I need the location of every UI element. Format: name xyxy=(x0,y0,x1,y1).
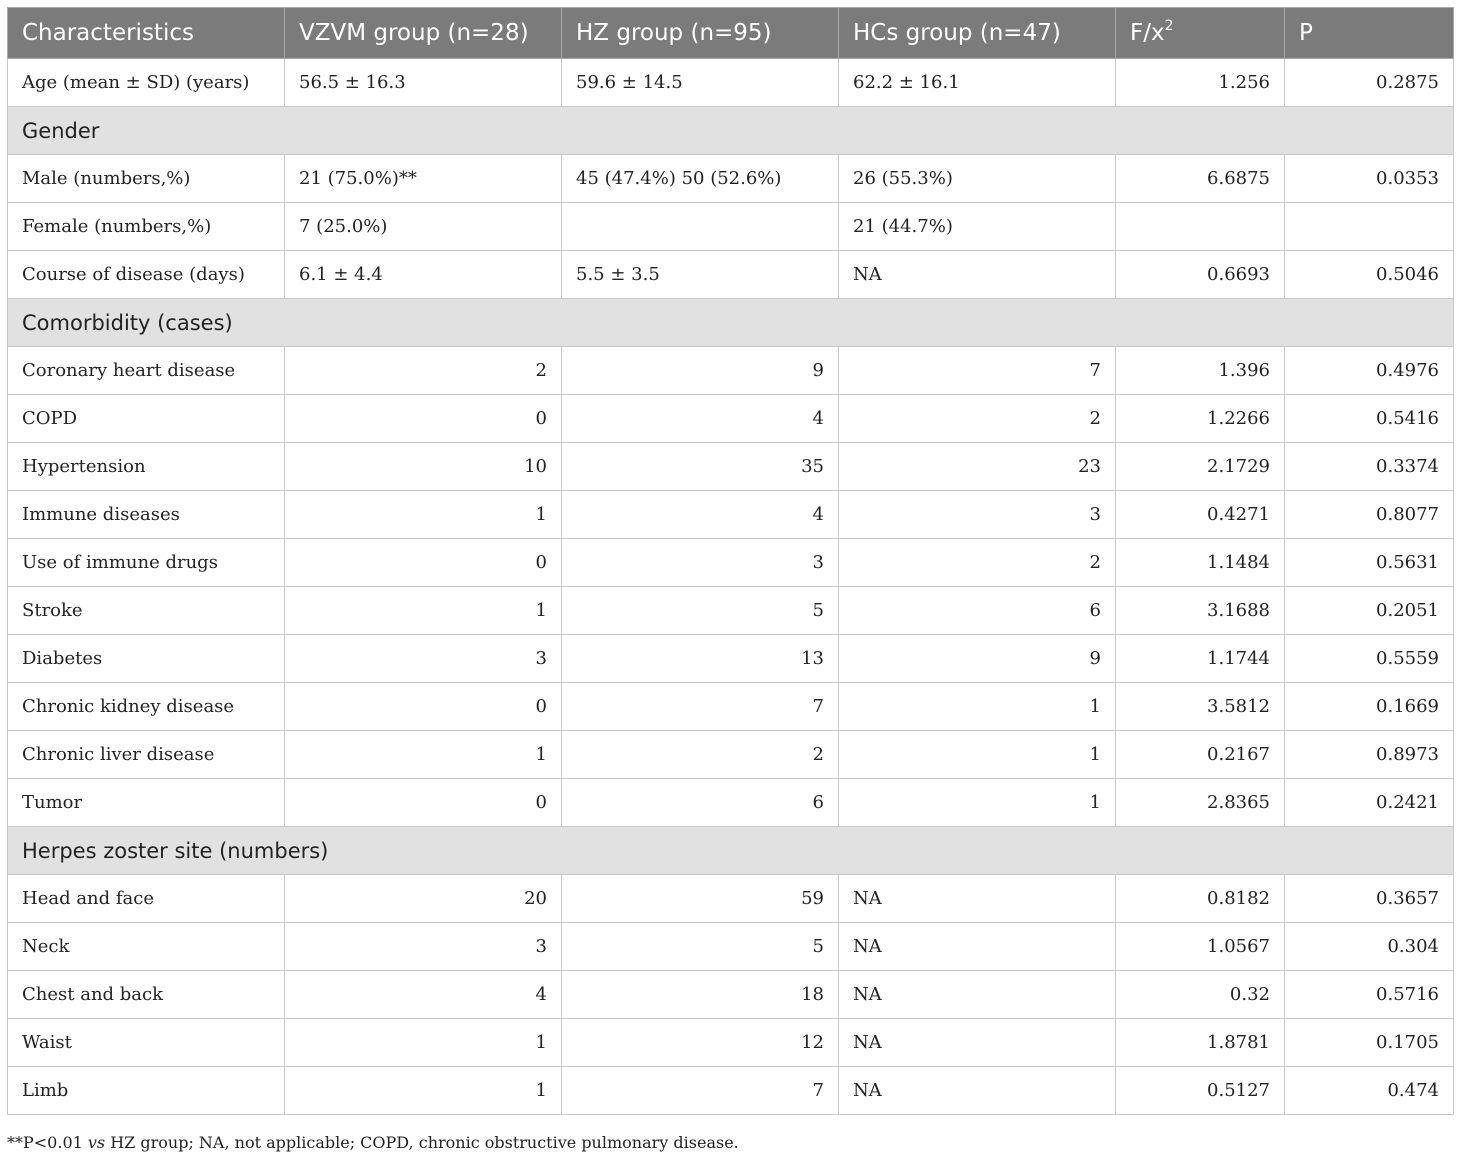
cell-hz: 5.5 ± 3.5 xyxy=(562,251,839,299)
cell-vzvm: 1 xyxy=(285,491,562,539)
cell-hcs: 1 xyxy=(839,731,1116,779)
cell-f: 6.6875 xyxy=(1116,155,1285,203)
cell-f: 1.256 xyxy=(1116,59,1285,107)
cell-p: 0.1669 xyxy=(1285,683,1454,731)
row-label: Chronic liver disease xyxy=(8,731,285,779)
row-label: Age (mean ± SD) (years) xyxy=(8,59,285,107)
row-label: COPD xyxy=(8,395,285,443)
row-label: Use of immune drugs xyxy=(8,539,285,587)
cell-p: 0.2421 xyxy=(1285,779,1454,827)
header-vzvm-group: VZVM group (n=28) xyxy=(285,8,562,59)
cell-hz: 7 xyxy=(562,683,839,731)
cell-f: 1.8781 xyxy=(1116,1019,1285,1067)
table-row xyxy=(8,587,1454,635)
cell-vzvm: 20 xyxy=(285,875,562,923)
cell-vzvm: 0 xyxy=(285,683,562,731)
cell-f: 2.8365 xyxy=(1116,779,1285,827)
cell-hz: 2 xyxy=(562,731,839,779)
characteristics-table xyxy=(7,7,1454,1115)
cell-p: 0.304 xyxy=(1285,923,1454,971)
cell-p: 0.8973 xyxy=(1285,731,1454,779)
cell-f: 0.2167 xyxy=(1116,731,1285,779)
cell-hcs: 1 xyxy=(839,683,1116,731)
cell-hz: 5 xyxy=(562,587,839,635)
cell-f: 0.5127 xyxy=(1116,1067,1285,1115)
table-row xyxy=(8,1067,1454,1115)
cell-hcs: NA xyxy=(839,923,1116,971)
cell-p: 0.5046 xyxy=(1285,251,1454,299)
row-label: Female (numbers,%) xyxy=(8,203,285,251)
cell-hz: 4 xyxy=(562,491,839,539)
table-row-course xyxy=(8,251,1454,299)
table-row xyxy=(8,635,1454,683)
cell-vzvm: 1 xyxy=(285,1067,562,1115)
cell-hcs: 62.2 ± 16.1 xyxy=(839,59,1116,107)
cell-p: 0.5416 xyxy=(1285,395,1454,443)
cell-hcs: 2 xyxy=(839,539,1116,587)
row-label: Chest and back xyxy=(8,971,285,1019)
cell-vzvm: 10 xyxy=(285,443,562,491)
row-label: Course of disease (days) xyxy=(8,251,285,299)
cell-hcs: 3 xyxy=(839,491,1116,539)
cell-p: 0.5631 xyxy=(1285,539,1454,587)
cell-hz: 3 xyxy=(562,539,839,587)
cell-vzvm: 6.1 ± 4.4 xyxy=(285,251,562,299)
cell-vzvm: 0 xyxy=(285,779,562,827)
cell-vzvm: 56.5 ± 16.3 xyxy=(285,59,562,107)
cell-hz: 45 (47.4%) 50 (52.6%) xyxy=(562,155,839,203)
table-row xyxy=(8,923,1454,971)
row-label: Immune diseases xyxy=(8,491,285,539)
cell-p: 0.4976 xyxy=(1285,347,1454,395)
cell-p: 0.3657 xyxy=(1285,875,1454,923)
cell-f: 0.32 xyxy=(1116,971,1285,1019)
header-hcs-group: HCs group (n=47) xyxy=(839,8,1116,59)
cell-hz: 9 xyxy=(562,347,839,395)
row-label: Male (numbers,%) xyxy=(8,155,285,203)
cell-hz: 13 xyxy=(562,635,839,683)
cell-vzvm: 2 xyxy=(285,347,562,395)
cell-f: 1.2266 xyxy=(1116,395,1285,443)
cell-hcs: 23 xyxy=(839,443,1116,491)
cell-f: 0.6693 xyxy=(1116,251,1285,299)
cell-vzvm: 0 xyxy=(285,395,562,443)
cell-f: 2.1729 xyxy=(1116,443,1285,491)
cell-f: 3.1688 xyxy=(1116,587,1285,635)
cell-hz: 6 xyxy=(562,779,839,827)
table-footnote xyxy=(7,1133,739,1152)
row-label: Waist xyxy=(8,1019,285,1067)
cell-vzvm: 7 (25.0%) xyxy=(285,203,562,251)
cell-hz: 7 xyxy=(562,1067,839,1115)
cell-f xyxy=(1116,203,1285,251)
footnote-abbreviations: HZ group; NA, not applicable; COPD, chronic obstructive pulmonary disease. xyxy=(105,1133,739,1152)
table-row-female xyxy=(8,203,1454,251)
cell-f: 1.1484 xyxy=(1116,539,1285,587)
section-title-comorbidity: Comorbidity (cases) xyxy=(8,299,1454,347)
header-f-chi2-base: F/x xyxy=(1130,20,1165,46)
cell-hcs: 26 (55.3%) xyxy=(839,155,1116,203)
cell-p: 0.5559 xyxy=(1285,635,1454,683)
cell-vzvm: 3 xyxy=(285,635,562,683)
table-row xyxy=(8,347,1454,395)
cell-p: 0.8077 xyxy=(1285,491,1454,539)
cell-hz xyxy=(562,203,839,251)
row-label: Hypertension xyxy=(8,443,285,491)
cell-f: 3.5812 xyxy=(1116,683,1285,731)
cell-p: 0.1705 xyxy=(1285,1019,1454,1067)
header-hz-group: HZ group (n=95) xyxy=(562,8,839,59)
cell-vzvm: 3 xyxy=(285,923,562,971)
cell-p: 0.5716 xyxy=(1285,971,1454,1019)
cell-p: 0.3374 xyxy=(1285,443,1454,491)
cell-hcs: 2 xyxy=(839,395,1116,443)
section-title-gender: Gender xyxy=(8,107,1454,155)
cell-f: 1.396 xyxy=(1116,347,1285,395)
header-f-chi2 xyxy=(1116,8,1285,59)
cell-hcs: NA xyxy=(839,1067,1116,1115)
cell-hz: 59 xyxy=(562,875,839,923)
row-label: Tumor xyxy=(8,779,285,827)
cell-f: 0.8182 xyxy=(1116,875,1285,923)
table-row xyxy=(8,1019,1454,1067)
cell-hz: 18 xyxy=(562,971,839,1019)
footnote-significance: **P<0.01 xyxy=(7,1133,88,1152)
table-row xyxy=(8,875,1454,923)
cell-hz: 59.6 ± 14.5 xyxy=(562,59,839,107)
cell-vzvm: 1 xyxy=(285,731,562,779)
cell-hcs: NA xyxy=(839,251,1116,299)
cell-hz: 4 xyxy=(562,395,839,443)
table-row xyxy=(8,683,1454,731)
cell-hcs: 1 xyxy=(839,779,1116,827)
cell-hcs: NA xyxy=(839,971,1116,1019)
cell-vzvm: 0 xyxy=(285,539,562,587)
cell-vzvm: 1 xyxy=(285,587,562,635)
cell-vzvm: 4 xyxy=(285,971,562,1019)
section-row-gender xyxy=(8,107,1454,155)
table-row xyxy=(8,731,1454,779)
table-row-age xyxy=(8,59,1454,107)
section-title-herpes-site: Herpes zoster site (numbers) xyxy=(8,827,1454,875)
header-p-value: P xyxy=(1285,8,1454,59)
cell-hcs: NA xyxy=(839,1019,1116,1067)
cell-f: 1.0567 xyxy=(1116,923,1285,971)
table-header-row xyxy=(8,8,1454,59)
cell-f: 1.1744 xyxy=(1116,635,1285,683)
cell-hcs: 7 xyxy=(839,347,1116,395)
cell-hcs: NA xyxy=(839,875,1116,923)
table-row xyxy=(8,971,1454,1019)
row-label: Neck xyxy=(8,923,285,971)
row-label: Chronic kidney disease xyxy=(8,683,285,731)
row-label: Coronary heart disease xyxy=(8,347,285,395)
cell-p: 0.2051 xyxy=(1285,587,1454,635)
table-row xyxy=(8,779,1454,827)
cell-p xyxy=(1285,203,1454,251)
cell-hcs: 9 xyxy=(839,635,1116,683)
cell-p: 0.2875 xyxy=(1285,59,1454,107)
row-label: Diabetes xyxy=(8,635,285,683)
cell-hz: 12 xyxy=(562,1019,839,1067)
header-characteristics: Characteristics xyxy=(8,8,285,59)
header-f-chi2-sup: 2 xyxy=(1164,18,1174,34)
table-row xyxy=(8,395,1454,443)
section-row-herpes-site xyxy=(8,827,1454,875)
cell-vzvm: 1 xyxy=(285,1019,562,1067)
cell-hcs: 21 (44.7%) xyxy=(839,203,1116,251)
cell-hz: 35 xyxy=(562,443,839,491)
cell-hz: 5 xyxy=(562,923,839,971)
table-row xyxy=(8,539,1454,587)
cell-p: 0.474 xyxy=(1285,1067,1454,1115)
cell-vzvm: 21 (75.0%)** xyxy=(285,155,562,203)
row-label: Limb xyxy=(8,1067,285,1115)
cell-f: 0.4271 xyxy=(1116,491,1285,539)
table-row xyxy=(8,491,1454,539)
cell-hcs: 6 xyxy=(839,587,1116,635)
cell-p: 0.0353 xyxy=(1285,155,1454,203)
row-label: Stroke xyxy=(8,587,285,635)
footnote-vs: vs xyxy=(87,1133,106,1152)
section-row-comorbidity xyxy=(8,299,1454,347)
row-label: Head and face xyxy=(8,875,285,923)
table-row-male xyxy=(8,155,1454,203)
table-row xyxy=(8,443,1454,491)
